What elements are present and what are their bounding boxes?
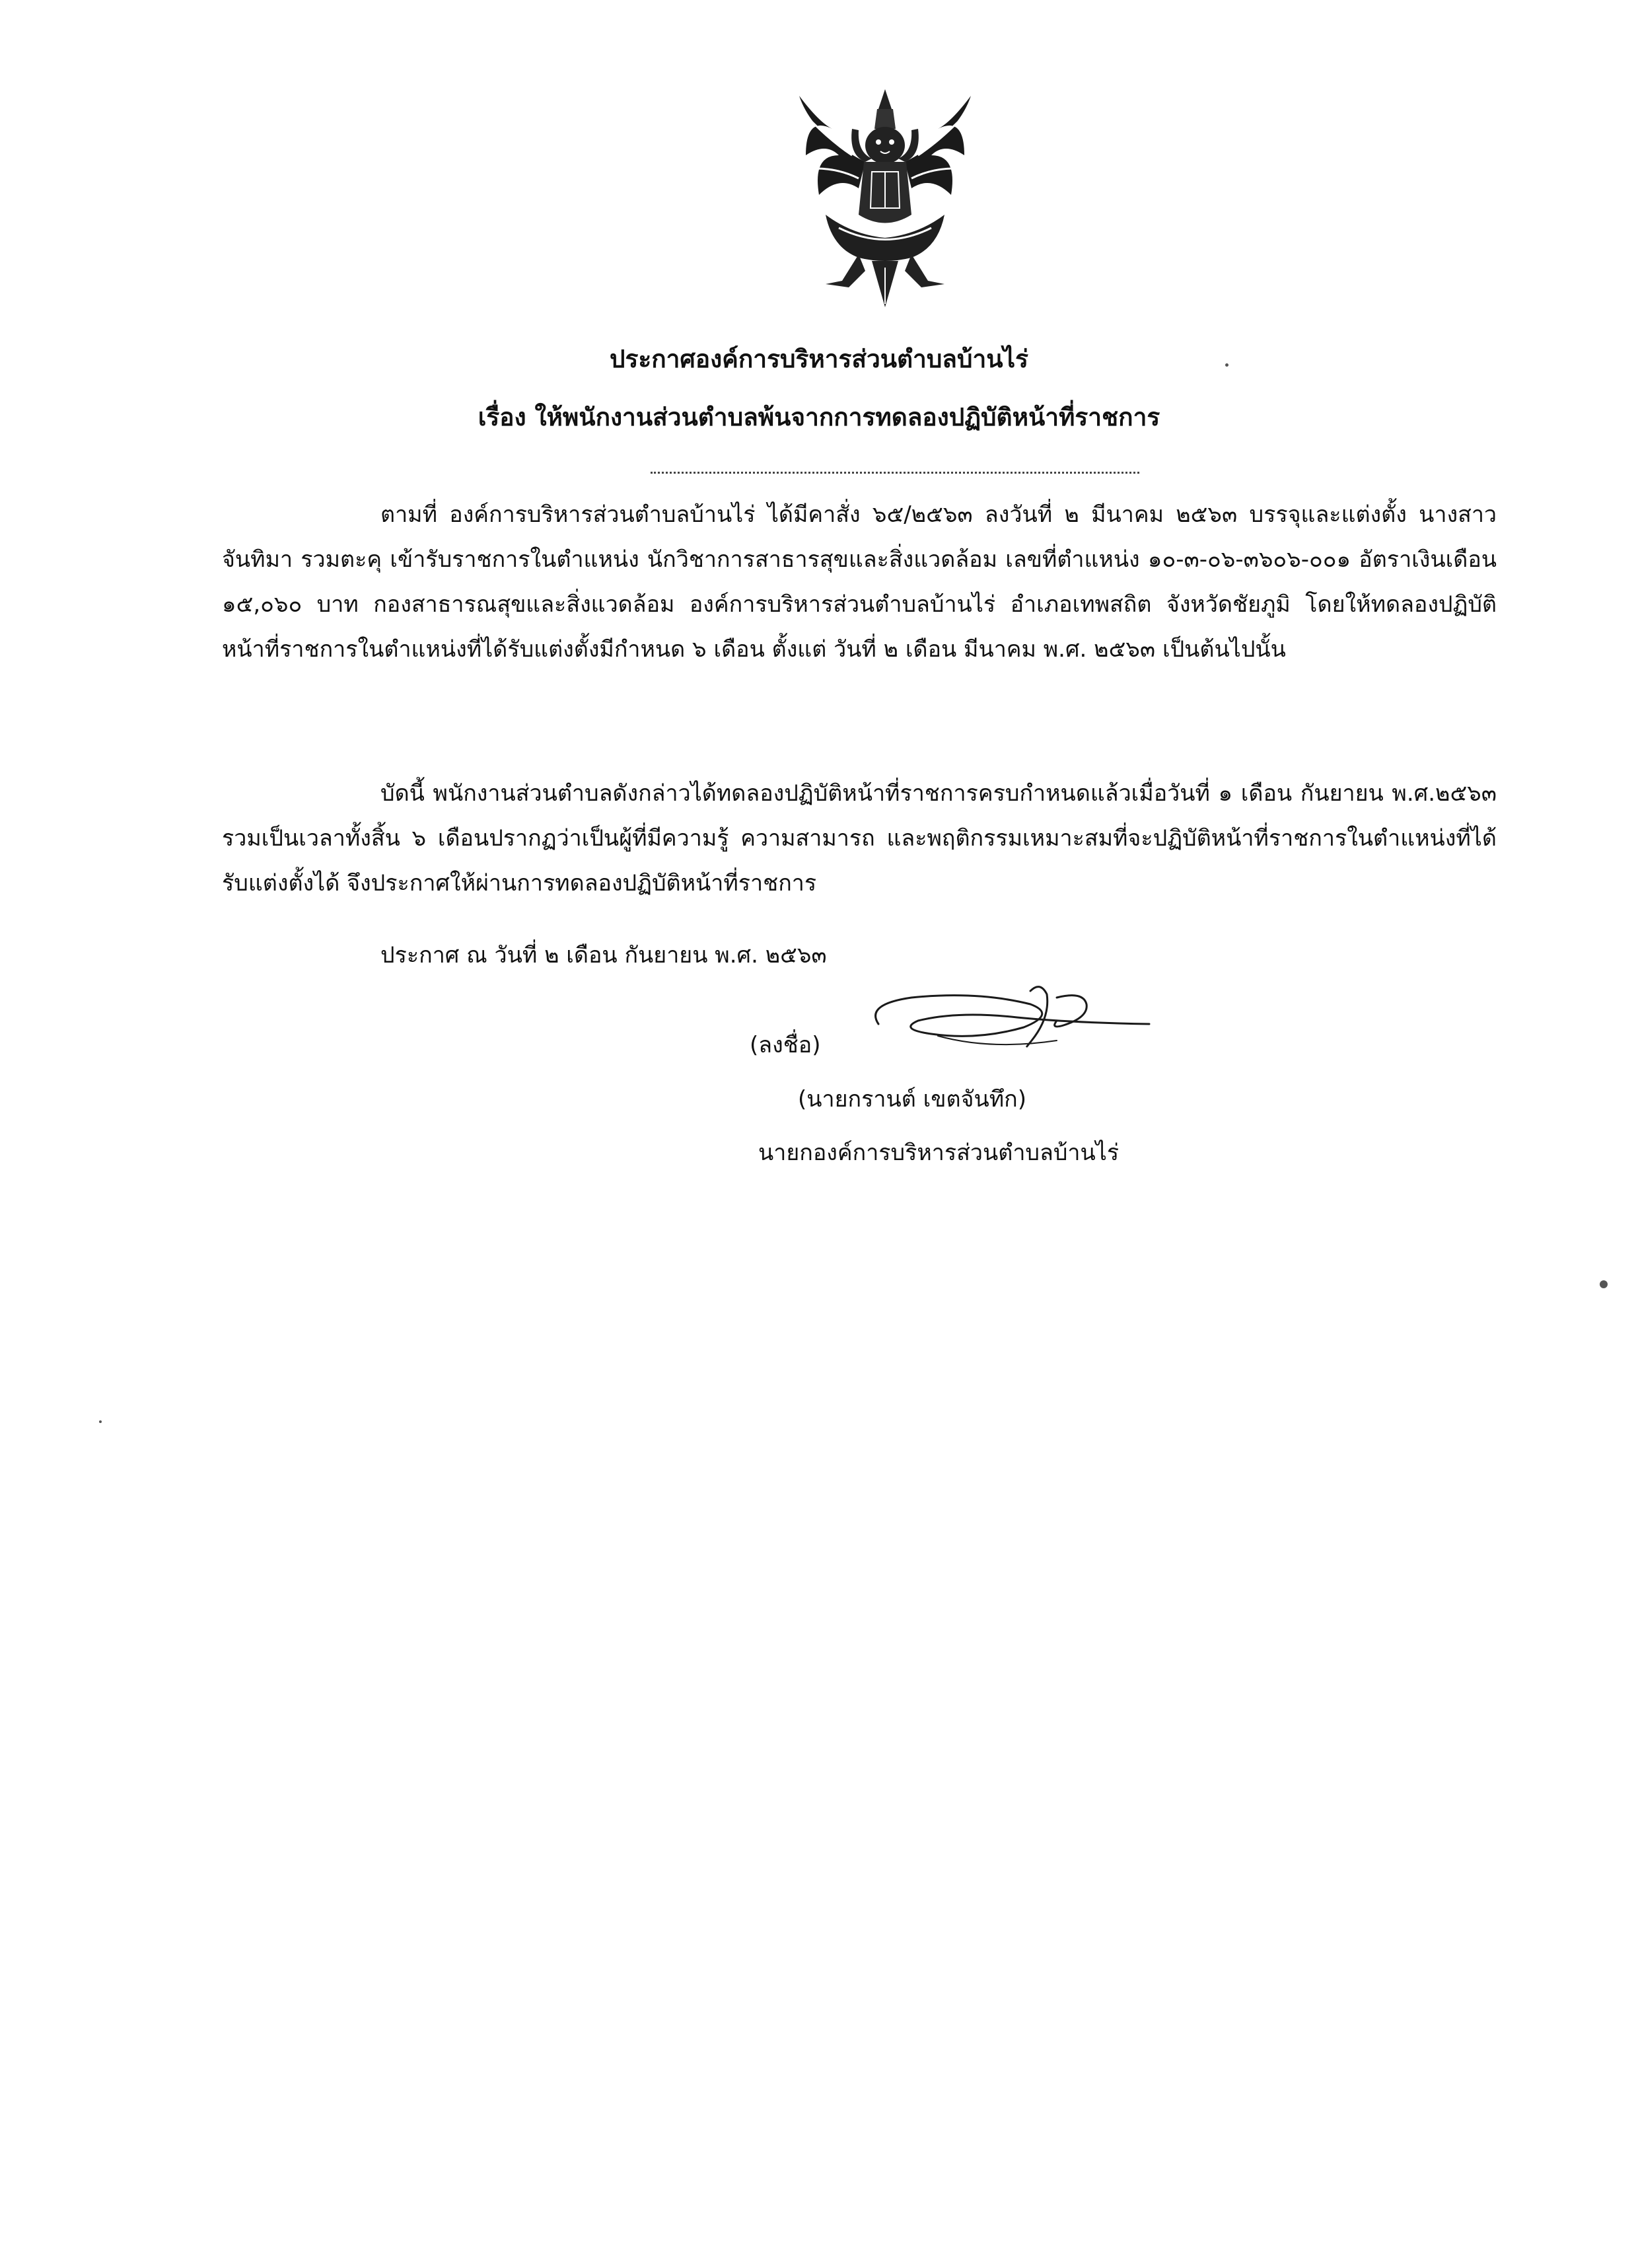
body-paragraph-2-text: บัดนี้ พนักงานส่วนตำบลดังกล่าวได้ทดลองปฏิบัติหน้าที่ราชการครบกำหนดแล้วเมื่อวันที่ ๑ เดือน กันยายน พ.ศ.๒๕๖๓ รวมเป็นเวลาทั้งสิ้น ๖ เดือนปรากฏว่าเป็นผู้ที่มีความรู้ ความสามารถ และพฤติกรรมเหมาะสมที่จะปฏิบัติหน้าที่ราชการในตำแหน่งที่ได้รับแต่งตั้งได้ จึงประกาศให้ผ่านการทดลองปฏิบัติหน้าที่ราชการ [222,780,1497,896]
body-paragraph-2 [222,771,1497,906]
subject-line: เรื่อง ให้พนักงานส่วนตำบลพ้นจากการทดลองปฏิบัติหน้าที่ราชการ [478,403,1160,431]
announcement-title: ประกาศองค์การบริหารส่วนตำบลบ้านไร่ [609,345,1029,373]
signer-title: นายกองค์การบริหารส่วนตำบลบ้านไร่ [758,1140,1120,1166]
title-divider [651,472,1139,474]
scan-speck [1225,363,1228,367]
garuda-emblem-icon [786,83,984,320]
scan-speck [1600,1280,1608,1288]
body-paragraph-1 [222,492,1497,672]
body-paragraph-1-text: ตามที่ องค์การบริหารส่วนตำบลบ้านไร่ ได้มีคาสั่ง ๖๕/๒๕๖๓ ลงวันที่ ๒ มีนาคม ๒๕๖๓ บรรจุและแต่งตั้ง นางสาวจันทิมา รวมตะคุ เข้ารับราชการในตำแหน่ง นักวิชาการสาธารสุขและสิ่งแวดล้อม เลขที่ตำแหน่ง ๑๐-๓-๐๖-๓๖๐๖-๐๐๑ อัตราเงินเดือน ๑๕,๐๖๐ บาท กองสาธารณสุขและสิ่งแวดล้อม องค์การบริหารส่วนตำบลบ้านไร่ อำเภอเทพสถิต จังหวัดชัยภูมิ โดยให้ทดลองปฏิบัติหน้าที่ราชการในตำแหน่งที่ได้รับแต่งตั้งมีกำหนด ๖ เดือน ตั้งแต่ วันที่ ๒ เดือน มีนาคม พ.ศ. ๒๕๖๓ เป็นต้นไปนั้น [222,501,1497,663]
signer-name: (นายกรานต์ เขตจันทึก) [798,1086,1026,1113]
handwritten-signature [859,978,1162,1083]
sign-label: (ลงชื่อ) [750,1032,821,1058]
announce-date: ประกาศ ณ วันที่ ๒ เดือน กันยายน พ.ศ. ๒๕๖๓ [380,942,827,969]
scan-speck [99,1420,102,1423]
